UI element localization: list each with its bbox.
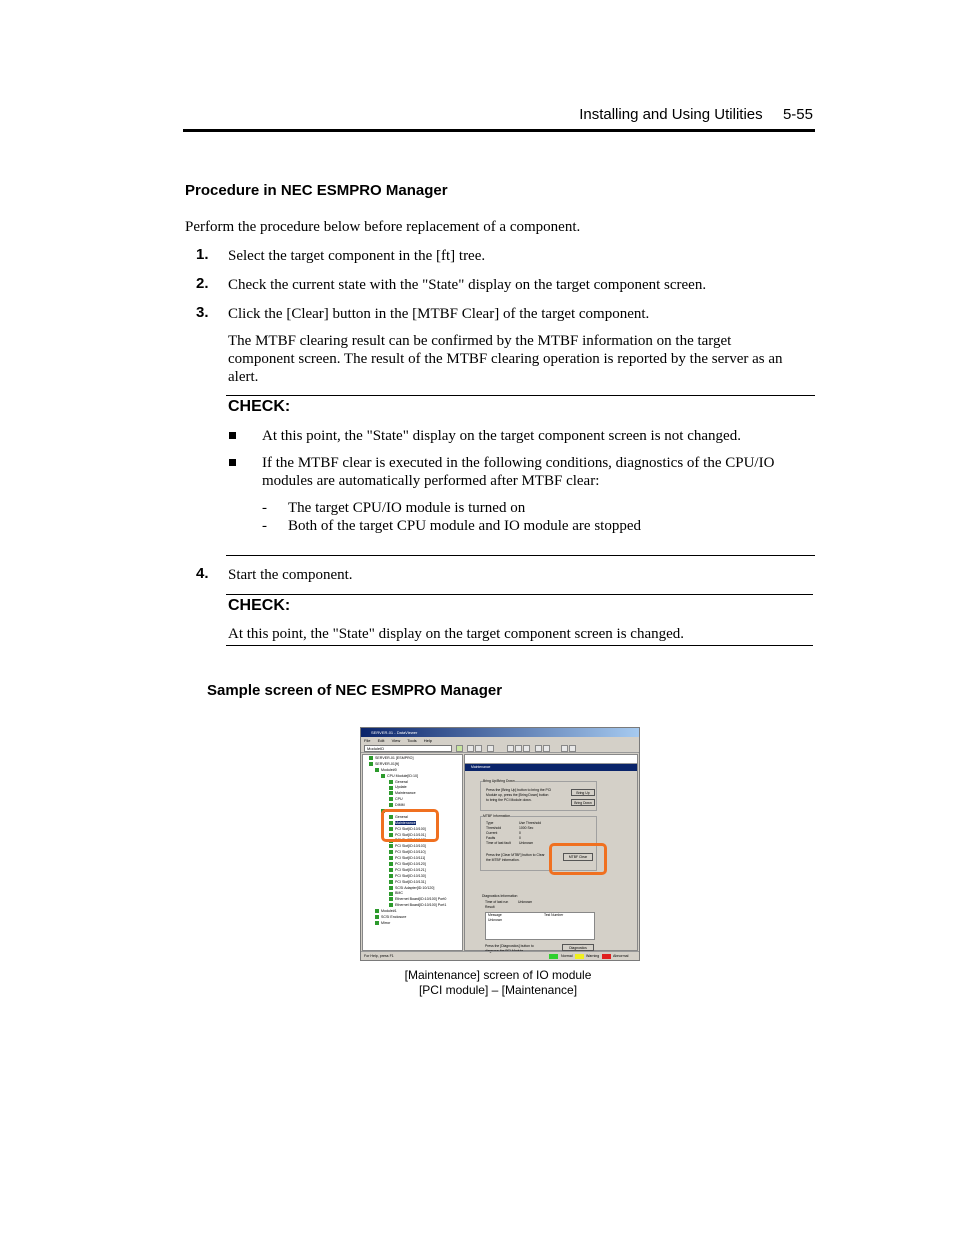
- tree-item[interactable]: PCI Slot[ID:10/111]: [363, 856, 462, 862]
- step-text: Select the target component in the [ft] tree.: [228, 248, 486, 264]
- tree-item[interactable]: Mirror: [363, 921, 462, 927]
- diag-time-value: Unknown: [518, 900, 533, 904]
- tree-item[interactable]: PCI Slot[ID:10/110]: [363, 850, 462, 856]
- status-bar: [361, 951, 639, 960]
- sample-heading: Sample screen of NEC ESMPRO Manager: [207, 682, 503, 699]
- dash-marker: -: [262, 500, 267, 516]
- diag-result-label: Result: [485, 905, 495, 909]
- tree-item[interactable]: Maintenance: [363, 791, 462, 797]
- forward-icon[interactable]: [475, 745, 482, 752]
- figure-caption: [348, 968, 648, 998]
- view-icon[interactable]: [569, 745, 576, 752]
- tree-item[interactable]: CPU: [363, 797, 462, 803]
- toolbar: [361, 744, 639, 753]
- dash-item: The target CPU/IO module is turned on: [288, 500, 526, 516]
- menu-view[interactable]: View: [391, 738, 401, 743]
- step-text: Click the [Clear] button in the [MTBF Clear] of the target component.: [228, 306, 650, 322]
- tree-item[interactable]: PCI Slot[ID:10/100]: [363, 827, 462, 833]
- mtbf-group-title: MTBF Information: [483, 814, 511, 818]
- warning-swatch: [575, 954, 584, 959]
- status-help: For Help, press F1: [364, 954, 394, 958]
- square-bullet-icon: [229, 459, 236, 466]
- paste-icon[interactable]: [523, 745, 530, 752]
- diag-col-header: Message: [488, 913, 502, 917]
- diag-group-title: Diagnostics Information: [482, 894, 518, 898]
- bring-text: Module up, press the [Bring Down] button: [486, 793, 549, 797]
- tree-item[interactable]: PCI Slot[ID:10/101]: [363, 833, 462, 839]
- menu-help[interactable]: Help: [423, 738, 432, 743]
- tree-item[interactable]: General: [363, 815, 462, 821]
- pane-title: Maintenance: [465, 764, 637, 771]
- refresh-icon[interactable]: [487, 745, 494, 752]
- dash-marker: -: [262, 518, 267, 534]
- running-header: [579, 106, 813, 123]
- step-note-line: alert.: [228, 369, 259, 385]
- mtbf-label: Threshold: [486, 826, 502, 830]
- tree-item[interactable]: SERVER-01 [ESMPRO]: [363, 756, 462, 762]
- check-label: CHECK:: [228, 597, 291, 614]
- tree-item[interactable]: SCSI Adapter[ID:10/120]: [363, 886, 462, 892]
- bring-up-button[interactable]: Bring Up: [571, 789, 595, 796]
- ft-tree: [362, 754, 463, 951]
- caption-line: [Maintenance] screen of IO module: [404, 968, 592, 982]
- highlight-maintenance: [381, 809, 439, 842]
- dash-item: Both of the target CPU module and IO module are stopped: [288, 518, 641, 534]
- settings-icon[interactable]: [561, 745, 568, 752]
- step-text: Check the current state with the "State" display on the target component screen.: [228, 277, 707, 293]
- step-note-line: The MTBF clearing result can be confirmed by the MTBF information on the target: [228, 333, 732, 349]
- step-number: 1.: [196, 246, 209, 263]
- print-icon[interactable]: [507, 745, 514, 752]
- legend-label: Warning: [586, 954, 600, 958]
- tree-item[interactable]: PCI Slot[ID:10/121]: [363, 868, 462, 874]
- diag-col-header: Test Number: [544, 913, 564, 917]
- mtbf-label: Faults: [486, 836, 496, 840]
- diag-row: Unknown: [488, 918, 503, 922]
- step-number: 2.: [196, 275, 209, 292]
- tree-item[interactable]: PCI Slot[ID:10/102]: [363, 838, 462, 844]
- header-rule: [183, 129, 815, 132]
- check-bullet-text: modules are automatically performed after MTBF clear:: [262, 473, 600, 489]
- go-icon[interactable]: [456, 745, 463, 752]
- tree-item[interactable]: BMC: [363, 891, 462, 897]
- tree-item[interactable]: PCI Slot[ID:10/131]: [363, 880, 462, 886]
- step-text: Start the component.: [228, 567, 353, 583]
- tree-item[interactable]: CPU Module[ID:10]: [363, 774, 462, 780]
- tree-item[interactable]: Update: [363, 785, 462, 791]
- mtbf-text: the MTBF information.: [486, 858, 520, 862]
- mtbf-value: Use Threshold: [519, 821, 541, 825]
- check-label: CHECK:: [228, 398, 291, 415]
- caption-line: [PCI module] – [Maintenance]: [418, 983, 578, 997]
- module-combo[interactable]: ModuleID: [364, 745, 452, 752]
- check-text: At this point, the "State" display on the target component screen is changed.: [228, 626, 685, 642]
- menu-edit[interactable]: Edit: [377, 738, 385, 743]
- tree-item[interactable]: PCI Slot[ID:10/130]: [363, 874, 462, 880]
- check-bullet-text: If the MTBF clear is executed in the following conditions, diagnostics of the CPU/IO: [262, 455, 775, 471]
- tree-item[interactable]: PCI Module: [363, 809, 462, 815]
- tree-item[interactable]: Module#1: [363, 909, 462, 915]
- window-title: SERVER-01 - DataViewer: [361, 728, 639, 737]
- tree-item[interactable]: SERVER-01[ft]: [363, 762, 462, 768]
- page-number: 5-55: [782, 106, 813, 123]
- mtbf-label: Time of last fault: [486, 841, 511, 845]
- check-bullet-text: At this point, the "State" display on the target component screen is not changed.: [262, 428, 741, 444]
- highlight-mtbf-clear: [549, 843, 607, 875]
- check-rule-top: [226, 594, 813, 595]
- tree-item[interactable]: PCI Slot[ID:10/120]: [363, 862, 462, 868]
- bring-text: Press the [Bring Up] button to bring the PCI: [486, 788, 552, 792]
- diag-text: diagnose the PCI Module.: [485, 949, 525, 953]
- bring-down-button[interactable]: Bring Down: [571, 799, 595, 806]
- copy-icon[interactable]: [515, 745, 522, 752]
- tree-item[interactable]: Ethernet Board[ID:10/100] Port1: [363, 903, 462, 909]
- legend-label: Abnormal: [613, 954, 629, 958]
- check-rule-bottom: [226, 555, 815, 556]
- normal-swatch: [549, 954, 558, 959]
- bring-group: [480, 781, 597, 811]
- bring-text: to bring the PCI Module down.: [486, 798, 532, 802]
- step-note-line: component screen. The result of the MTBF clearing operation is reported by the server as an: [228, 351, 783, 367]
- tree-item[interactable]: Ethernet Board[ID:10/100] Port0: [363, 897, 462, 903]
- mtbf-clear-button[interactable]: MTBF Clear: [563, 853, 593, 861]
- section-title: Installing and Using Utilities: [579, 106, 763, 123]
- check-rule-top: [226, 395, 815, 396]
- help-icon[interactable]: [535, 745, 542, 752]
- pane-toolbar: [465, 755, 637, 764]
- tree-item-selected[interactable]: Maintenance: [363, 821, 462, 827]
- abnormal-swatch: [602, 954, 611, 959]
- step-number: 4.: [196, 565, 209, 582]
- square-bullet-icon: [229, 432, 236, 439]
- menu-tools[interactable]: Tools: [407, 738, 417, 743]
- diagnostics-button[interactable]: Diagnostics: [562, 944, 594, 951]
- mtbf-label: Current: [486, 831, 498, 835]
- diag-group: [480, 896, 597, 956]
- mtbf-label: Type: [486, 821, 494, 825]
- tree-item[interactable]: Module#0: [363, 768, 462, 774]
- bring-group-title: Bring Up/Bring Down: [483, 779, 515, 783]
- diag-time-label: Time of last run: [485, 900, 509, 904]
- mtbf-value: 0: [519, 831, 521, 835]
- procedure-heading: Procedure in NEC ESMPRO Manager: [185, 182, 448, 199]
- mtbf-value: 1000 Sec: [519, 826, 534, 830]
- tree-item[interactable]: General: [363, 780, 462, 786]
- properties-icon[interactable]: [543, 745, 550, 752]
- mtbf-text: Press the [Clear MTBF] button to Clear: [486, 853, 545, 857]
- step-number: 3.: [196, 304, 209, 321]
- menu-file[interactable]: File: [364, 738, 371, 743]
- mtbf-value: 0: [519, 836, 521, 840]
- tree-item[interactable]: PCI Slot[ID:10/103]: [363, 844, 462, 850]
- check-rule-bottom: [226, 645, 813, 646]
- menu-bar: [361, 737, 639, 744]
- tree-item[interactable]: DIMM: [363, 803, 462, 809]
- back-icon[interactable]: [467, 745, 474, 752]
- diag-result-list[interactable]: [485, 912, 595, 940]
- diag-text: Press the [Diagnostics] button to: [485, 944, 534, 948]
- procedure-intro: Perform the procedure below before replacement of a component.: [185, 219, 581, 235]
- mtbf-value: Unknown: [519, 841, 534, 845]
- legend-label: Normal: [561, 954, 573, 958]
- tree-item[interactable]: SCSI Enclosure: [363, 915, 462, 921]
